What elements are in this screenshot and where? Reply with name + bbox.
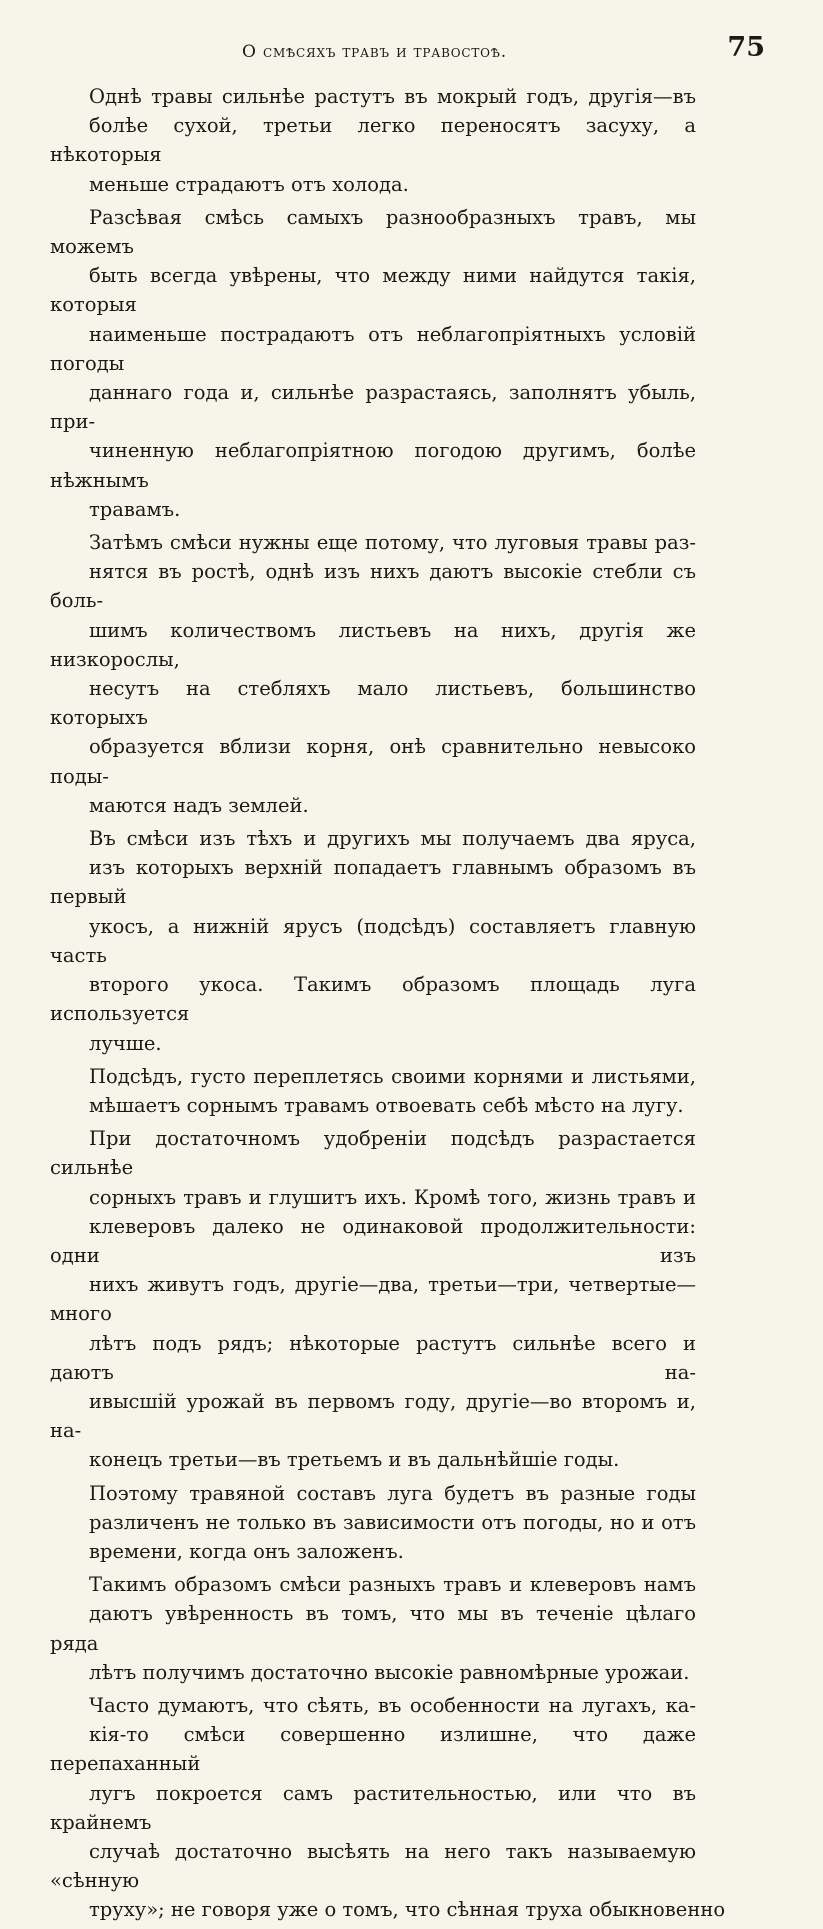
- text-line: Разсѣвая смѣсь самыхъ разнообразныхъ травъ, мы можемъ: [50, 205, 696, 259]
- text-line: Затѣмъ смѣси нужны еще потому, что луговыя травы раз-: [89, 531, 696, 555]
- paragraph: [50, 1479, 696, 1567]
- paragraph: [50, 528, 696, 820]
- text-line: При достаточномъ удобреніи подсѣдъ разрастается сильнѣе: [50, 1127, 696, 1180]
- text-line: лугъ покроется самъ растительностью, или что въ крайнемъ: [50, 1781, 696, 1834]
- text-line: сорныхъ травъ и глушитъ ихъ. Кромѣ того, жизнь травъ и: [89, 1185, 696, 1209]
- text-line: клеверовъ далеко не одинаковой продолжительности: одни изъ: [50, 1214, 696, 1267]
- text-line: труху»; не говоря уже о томъ, что сѣнная труха обыкновенно: [89, 1898, 726, 1922]
- text-line: чиненную неблагопріятною погодою другимъ, болѣе нѣжнымъ: [50, 439, 696, 492]
- paragraph: [50, 82, 696, 199]
- text-line: Поэтому травяной составъ луга будетъ въ разные годы: [89, 1481, 696, 1505]
- paragraph: [50, 824, 696, 1058]
- paragraph: [50, 1062, 696, 1120]
- text-line: конецъ третьи—въ третьемъ и въ дальнѣйшіе годы.: [89, 1448, 620, 1472]
- text-line: образуется вблизи корня, онѣ сравнительно невысоко поды-: [50, 735, 696, 788]
- text-line: наименьше пострадаютъ отъ неблагопріятныхъ условій погоды: [50, 322, 696, 375]
- text-line: Такимъ образомъ смѣси разныхъ травъ и клеверовъ намъ: [89, 1573, 696, 1597]
- text-line: изъ которыхъ верхній попадаетъ главнымъ образомъ въ первый: [50, 856, 696, 909]
- text-line: укосъ, а нижній ярусъ (подсѣдъ) составляетъ главную часть: [50, 914, 696, 967]
- text-line: ивысшій урожай въ первомъ году, другіе—во второмъ и, на-: [50, 1389, 696, 1443]
- text-line: кія-то смѣси совершенно излишне, что даже перепаханный: [50, 1723, 696, 1776]
- paragraph: [50, 1691, 726, 1925]
- text-line: быть всегда увѣрены, что между ними найдутся такія, которыя: [50, 264, 696, 317]
- page-header: [50, 32, 765, 72]
- text-line: Однѣ травы сильнѣе растутъ въ мокрый годъ, другія—въ: [89, 85, 696, 108]
- page-number: 75: [727, 32, 765, 63]
- text-line: болѣе сухой, третьи легко переносятъ засуху, а нѣкоторыя: [50, 114, 696, 167]
- text-line: различенъ не только въ зависимости отъ погоды, но и отъ: [89, 1510, 696, 1534]
- text-line: несутъ на стебляхъ мало листьевъ, большинство которыхъ: [50, 677, 696, 730]
- text-line: второго укоса. Такимъ образомъ площадь луга используется: [50, 973, 696, 1026]
- text-line: мѣшаетъ сорнымъ травамъ отвоевать себѣ мѣсто на лугу.: [89, 1093, 684, 1117]
- text-line: случаѣ достаточно высѣять на него такъ называемую «сѣнную: [50, 1839, 696, 1893]
- text-line: Въ смѣси изъ тѣхъ и другихъ мы получаемъ два яруса,: [89, 827, 696, 851]
- paragraph: [50, 203, 696, 524]
- text-line: нятся въ ростѣ, однѣ изъ нихъ даютъ высокіе стебли съ боль-: [50, 560, 696, 613]
- text-line: Часто думаютъ, что сѣять, въ особенности на лугахъ, ка-: [89, 1693, 696, 1717]
- text-line: Подсѣдъ, густо переплетясь своими корнями и листьями,: [89, 1064, 696, 1088]
- text-line: даютъ увѣренность въ томъ, что мы въ теченіе цѣлаго ряда: [50, 1602, 696, 1655]
- text-line: травамъ.: [89, 497, 181, 521]
- text-line: лѣтъ подъ рядъ; нѣкоторые растутъ сильнѣе всего и даютъ на-: [50, 1331, 696, 1384]
- text-line: шимъ количествомъ листьевъ на нихъ, другія же низкорослы,: [50, 618, 696, 671]
- paragraph: [50, 1124, 696, 1474]
- paragraph: [50, 1570, 696, 1687]
- text-line: меньше страдаютъ отъ холода.: [89, 172, 409, 196]
- text-line: даннаго года и, сильнѣе разрастаясь, заполнятъ убыль, при-: [50, 381, 696, 434]
- text-line: маются надъ землей.: [89, 793, 309, 817]
- text-line: времени, когда онъ заложенъ.: [89, 1539, 404, 1563]
- running-head-title: О смѣсяхъ травъ и травостоѣ.: [242, 42, 507, 62]
- text-line: лѣтъ получимъ достаточно высокіе равномѣрные урожаи.: [89, 1660, 690, 1684]
- text-line: лучше.: [89, 1031, 162, 1055]
- body-text: [50, 82, 726, 1929]
- text-line: нихъ живутъ годъ, другіе—два, третьи—три, четвертые—много: [50, 1273, 696, 1326]
